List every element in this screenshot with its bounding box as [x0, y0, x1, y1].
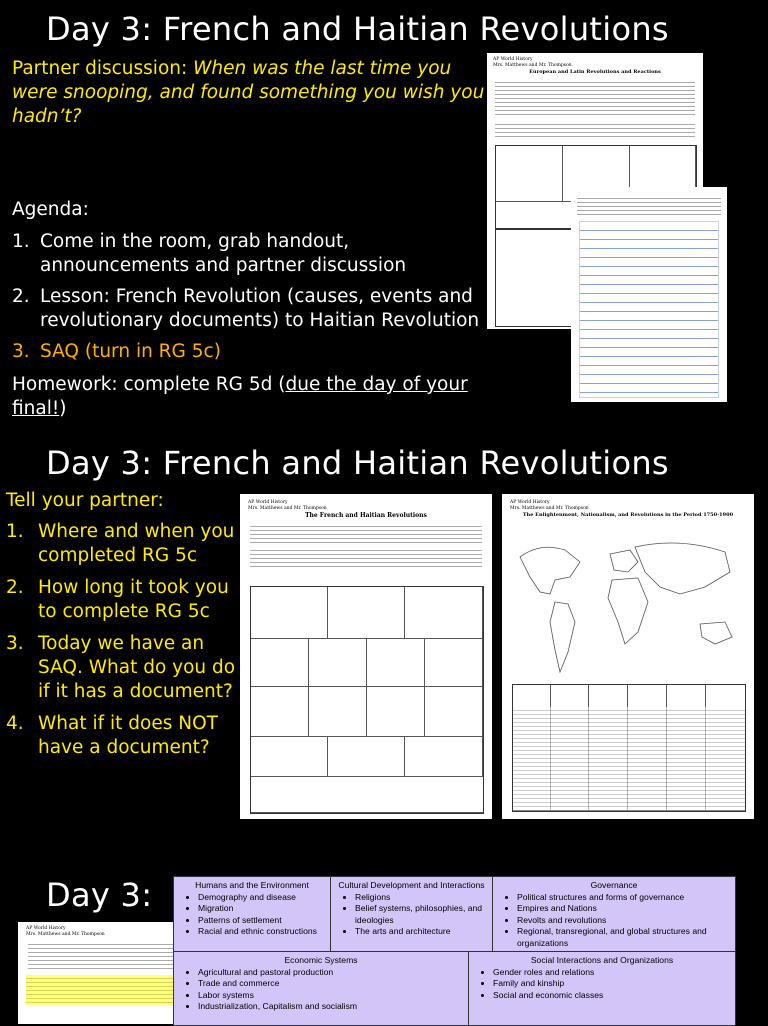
agenda-item: 3. SAQ (turn in RG 5c) [12, 341, 221, 362]
map-title: The Enlightenment, Nationalism, and Revolutions in the Period 1750-1900 [522, 512, 734, 518]
question-item: 3. Today we have an SAQ. What do you do if it has a document? [6, 633, 236, 702]
question-item: 2. How long it took you to complete RG 5c [6, 577, 229, 622]
partner-question-list [6, 520, 236, 768]
partner-discussion [12, 57, 487, 129]
world-map-outline [510, 532, 746, 682]
homework-deadline: due the day of your final! [12, 374, 468, 419]
theme-humans-environment: Humans and the Environment • Demography and disease • Migration • Patterns of settlement • Racial and ethnic constructions [174, 877, 331, 951]
theme-governance: Governance • Political structures and forms of governance • Empires and Nations • Revolts and revolutions • Regional, transregional, and global structures and organizations [493, 877, 735, 951]
agenda-item: 1. Come in the room, grab handout, announcements and partner discussion [12, 231, 407, 276]
slide1-title: Day 3: French and Haitian Revolutions [46, 10, 669, 48]
theme-social-interactions: Social Interactions and Organizations • Gender roles and relations • Family and kinship • Social and economic classes [469, 951, 735, 1025]
tell-partner: Tell your partner: [6, 490, 164, 511]
handout-thumbnail-rg5c-partial: AP World History Mrs. Matthews and Mr. Thompson [18, 922, 263, 1024]
question-item: 4. What if it does NOT have a document? [6, 713, 218, 758]
slide3-title: Day 3: [46, 876, 153, 914]
agenda-list [12, 230, 482, 371]
agenda-label: Agenda: [12, 199, 89, 220]
partner-question: When was the last time you were snooping, and found something you wish you hadn’t? [12, 58, 485, 127]
question-item: 1. Where and when you completed RG 5c [6, 521, 235, 566]
handout-thumbnail-map: AP World History Mrs. Matthews and Mr. Thompson The Enlightenment, Nationalism, and Revolutions in the Period 1750-1900 [502, 494, 754, 819]
agenda-item: 2. Lesson: French Revolution (causes, events and revolutionary documents) to Haitian Revolution [12, 286, 480, 331]
handout-thumbnail-rg5c: AP World History Mrs. Matthews and Mr. Thompson The French and Haitian Revolutions [240, 494, 492, 819]
handout-title: European and Latin Revolutions and Reactions [529, 69, 661, 75]
theme-cultural-development: Cultural Development and Interactions • Religions • Belief systems, philosophies, and ideologies • The arts and architecture [331, 877, 493, 951]
handout-course: AP World History [493, 57, 533, 62]
slide2-title: Day 3: French and Haitian Revolutions [46, 444, 669, 482]
handout-teachers: Mrs. Matthews and Mr. Thompson [493, 63, 572, 68]
homework: Homework: complete RG 5d (due the day of your final!) [12, 374, 468, 419]
theme-economic-systems: Economic Systems • Agricultural and pastoral production • Trade and commerce • Labor systems • Industrialization, Capitalism and socialism [174, 951, 469, 1025]
rg5c-title: The French and Haitian Revolutions [305, 512, 427, 519]
ap-themes-chart [173, 876, 736, 1026]
partner-label: Partner discussion: [12, 58, 194, 79]
handout-thumbnail-saq-paper [571, 187, 727, 402]
